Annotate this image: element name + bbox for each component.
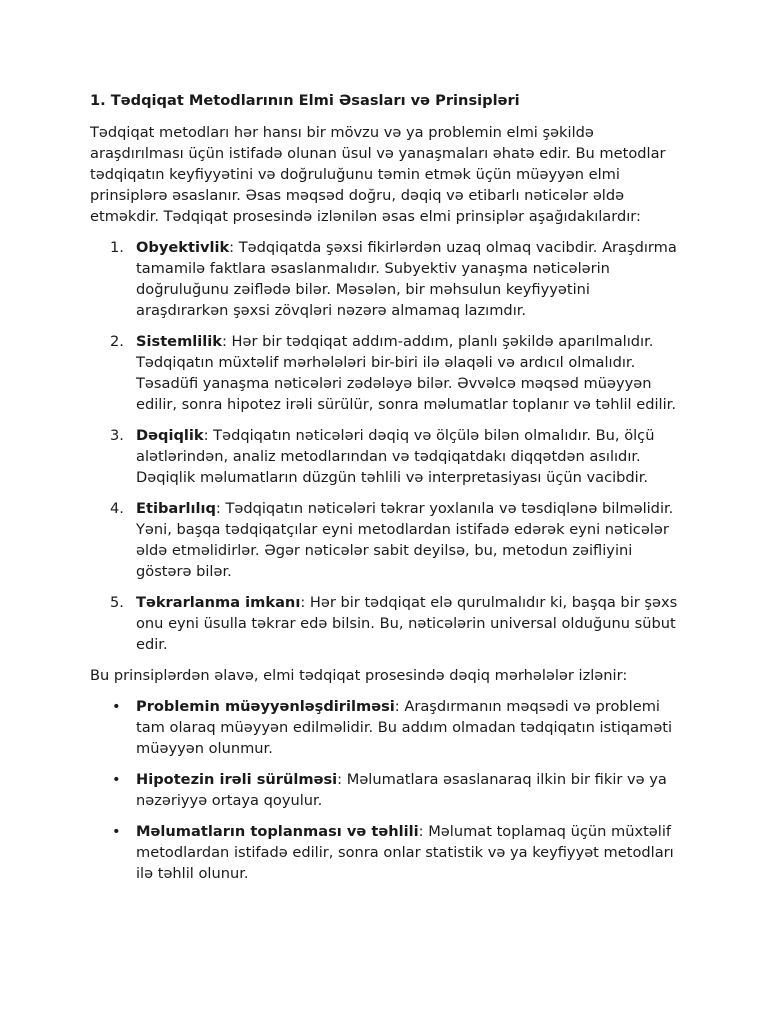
- section-heading: 1. Tədqiqat Metodlarının Elmi Əsasları və Prinsipləri: [90, 92, 520, 109]
- list-number: 2.: [110, 333, 124, 350]
- document-page: [90, 90, 680, 894]
- principle-text: : Tədqiqatın nəticələri təkrar yoxlanıla və təsdiqlənə bilməlidir. Yəni, başqa tədqiqatçılar eyni metodlardan istifadə edərək eyni nəticələr əldə etməlidirlər. Əgər nəticələr sabit deyilsə, bu, metodun zəifliyini göstərə bilər.: [136, 500, 674, 580]
- list-number: 3.: [110, 427, 124, 444]
- stage-term: Məlumatların toplanması və təhlili: [136, 823, 419, 840]
- principle-item: [90, 331, 680, 415]
- principle-term: Sistemlilik: [136, 333, 222, 350]
- stage-item: [90, 821, 680, 884]
- principle-text: : Hər bir tədqiqat addım-addım, planlı şəkildə aparılmalıdır. Tədqiqatın müxtəlif mərhələləri bir-biri ilə əlaqəli və ardıcıl olmalıdır. Təsadüfi yanaşma nəticələri zədələyə bilər. Əvvəlcə məqsəd müəyyən edilir, sonra hipotez irəli sürülür, sonra məlumatlar toplanır və təhlil edilir.: [136, 333, 676, 413]
- stage-term: Hipotezin irəli sürülməsi: [136, 771, 338, 788]
- principle-text: : Tədqiqatın nəticələri dəqiq və ölçülə bilən olmalıdır. Bu, ölçü alətlərindən, analiz metodlarından və tədqiqatdakı diqqətdən asılıdır. Dəqiqlik məlumatların düzgün təhlili və interpretasiyası üçün vacibdir.: [136, 427, 655, 486]
- bullet-icon: •: [112, 771, 121, 788]
- principles-list: [90, 237, 680, 655]
- principle-term: Dəqiqlik: [136, 427, 204, 444]
- list-number: 5.: [110, 594, 124, 611]
- principle-text: : Hər bir tədqiqat elə qurulmalıdır ki, başqa bir şəxs onu eyni üsulla təkrar edə bilsin. Bu, nəticələrin universal olduğunu sübut edir.: [136, 594, 678, 653]
- bullet-icon: •: [112, 823, 121, 840]
- list-number: 1.: [110, 239, 124, 256]
- principle-text: : Tədqiqatda şəxsi fikirlərdən uzaq olmaq vacibdir. Araşdırma tamamilə faktlara əsaslanmalıdır. Subyektiv yanaşma nəticələrin doğruluğunu zəiflədə bilər. Məsələn, bir məhsulun keyfiyyətini araşdırarkən şəxsi zövqləri nəzərə almamaq lazımdır.: [136, 239, 677, 319]
- intro-paragraph: Tədqiqat metodları hər hansı bir mövzu və ya problemin elmi şəkildə araşdırılması üçün istifadə olunan üsul və yanaşmaları əhatə edir. Bu metodlar tədqiqatın keyfiyyətini və doğruluğunu təmin etmək üçün müəyyən elmi prinsiplərə əsaslanır. Əsas məqsəd doğru, dəqiq və etibarlı nəticələr əldə etməkdir. Tədqiqat prosesində izlənilən əsas elmi prinsiplər aşağıdakılardır:: [90, 124, 666, 225]
- stage-item: [90, 769, 680, 811]
- stages-intro-paragraph: Bu prinsiplərdən əlavə, elmi tədqiqat prosesində dəqiq mərhələlər izlənir:: [90, 667, 628, 684]
- principle-term: Etibarlılıq: [136, 500, 216, 517]
- principle-item: [90, 592, 680, 655]
- stage-term: Problemin müəyyənləşdirilməsi: [136, 698, 395, 715]
- stage-text: : Məlumat toplamaq üçün müxtəlif metodlardan istifadə edilir, sonra onlar statistik və ya keyfiyyət metodları ilə təhlil olunur.: [136, 823, 674, 882]
- principle-item: [90, 425, 680, 488]
- principle-item: [90, 498, 680, 582]
- principle-term: Təkrarlanma imkanı: [136, 594, 301, 611]
- principle-item: [90, 237, 680, 321]
- list-number: 4.: [110, 500, 124, 517]
- stage-text: : Məlumatlara əsaslanaraq ilkin bir fikir və ya nəzəriyyə ortaya qoyulur.: [136, 771, 667, 809]
- stage-item: [90, 696, 680, 759]
- principle-term: Obyektivlik: [136, 239, 230, 256]
- bullet-icon: •: [112, 698, 121, 715]
- stage-text: : Araşdırmanın məqsədi və problemi tam olaraq müəyyən edilməlidir. Bu addım olmadan tədqiqatın istiqaməti müəyyən olunmur.: [136, 698, 673, 757]
- stages-list: [90, 696, 680, 884]
